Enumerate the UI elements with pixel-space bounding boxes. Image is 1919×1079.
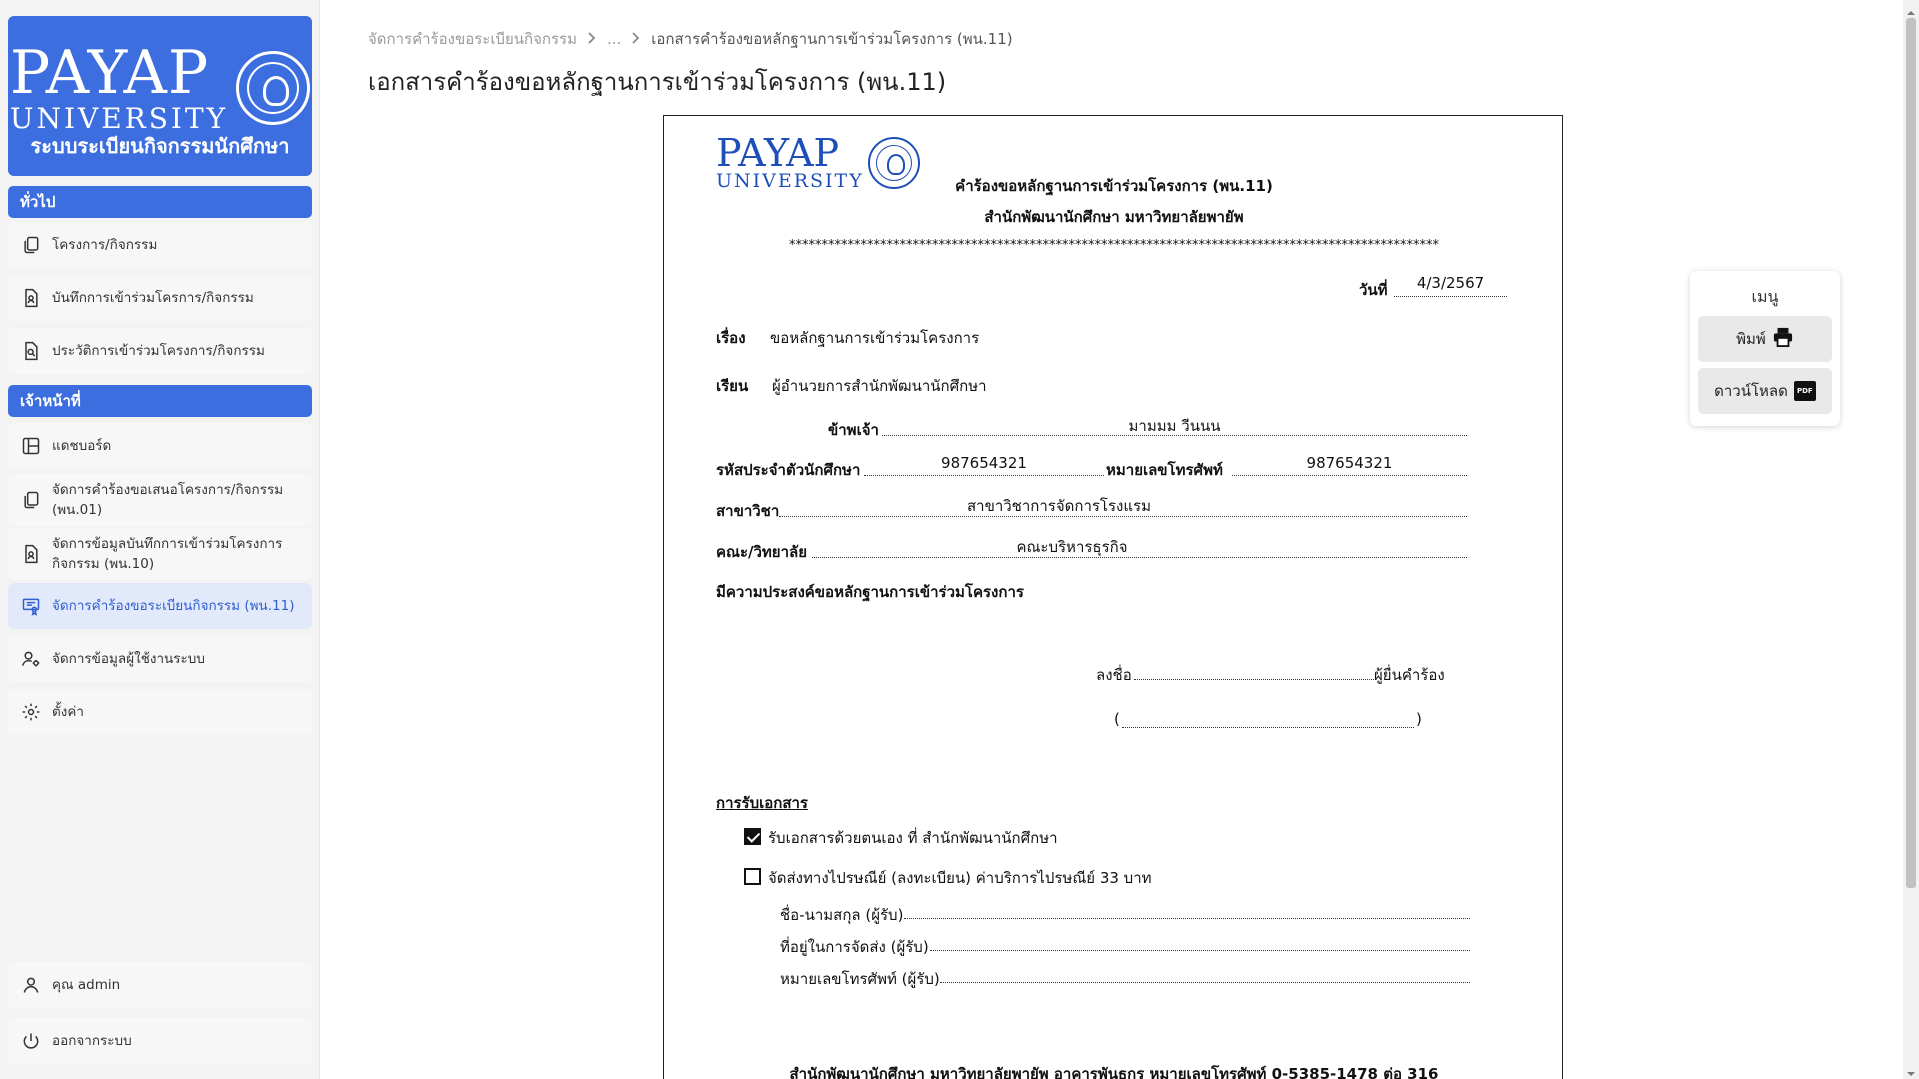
date-label: วันที่ (1359, 281, 1388, 299)
sidebar-item-manage-pn11[interactable] (8, 583, 312, 629)
sidebar-item-label: จัดการข้อมูลผู้ใช้งานระบบ (52, 651, 205, 667)
user-name: คุณ admin (52, 977, 121, 993)
download-button[interactable] (1698, 368, 1832, 414)
certificate-icon (20, 595, 42, 617)
user-icon (20, 974, 42, 996)
download-label: ดาวน์โหลด (1714, 382, 1788, 400)
menu-title: เมนู (1751, 287, 1779, 306)
breadcrumb (368, 27, 1013, 51)
sign-label: ลงชื่อ (1096, 666, 1132, 684)
print-label: พิมพ์ (1736, 330, 1766, 348)
system-name: ระบบระเบียนกิจกรรมนักศึกษา (30, 134, 290, 158)
phone-label: หมายเลขโทรศัพท์ (1106, 461, 1223, 479)
breadcrumb-link-requests[interactable]: จัดการคำร้องขอระเบียนกิจกรรม (368, 30, 577, 48)
date-value: 4/3/2567 (1416, 274, 1485, 292)
to-label: เรียน (716, 377, 749, 395)
copy-icon (20, 234, 42, 256)
subject-value: ขอหลักฐานการเข้าร่วมโครงการ (770, 329, 980, 347)
faculty-label: คณะ/วิทยาลัย (716, 543, 807, 561)
sidebar-item-label: ตั้งค่า (52, 704, 84, 720)
sidebar-item-label: จัดการคำร้องขอระเบียนกิจกรรม (พน.11) (52, 598, 295, 614)
document-logo-top: PAYAP (716, 131, 840, 175)
sidebar-item-label: จัดการคำร้องขอเสนอโครงการ/กิจกรรม (พน.01) (52, 482, 284, 518)
recipient-phone-label: หมายเลขโทรศัพท์ (ผู้รับ) (780, 970, 940, 988)
sidebar-item-manage-users[interactable] (8, 636, 312, 682)
sidebar-item-settings[interactable] (8, 689, 312, 735)
sidebar-item-label: จัดการข้อมูลบันทึกการเข้าร่วมโครงการกิจกรรม (พน.10) (52, 536, 283, 572)
brand-banner (8, 16, 312, 176)
document-person-icon (20, 543, 42, 565)
sidebar-item-dashboard[interactable] (8, 423, 312, 469)
recipient-name-label: ชื่อ-นามสกุล (ผู้รับ) (780, 906, 904, 924)
major-label: สาขาวิชา (716, 502, 780, 520)
logout-label: ออกจากระบบ (52, 1033, 132, 1049)
user-settings-icon (20, 648, 42, 670)
option-post-checkbox[interactable] (744, 868, 761, 885)
sidebar-item-label: ประวัติการเข้าร่วมโครงการ/กิจกรรม (52, 343, 265, 359)
document-footer: สำนักพัฒนานักศึกษา มหาวิทยาลัยพายัพ อาคารพันธกร หมายเลขโทรศัพท์ 0-5385-1478 ต่อ 316 (789, 1065, 1439, 1079)
section-header-staff: เจ้าหน้าที่ (8, 385, 312, 417)
sidebar-item-manage-pn10[interactable] (8, 528, 312, 580)
sidebar-item-label: โครงการ/กิจกรรม (52, 237, 158, 253)
subject-label: เรื่อง (716, 329, 746, 347)
sidebar-item-user[interactable] (8, 962, 312, 1008)
logo-wordmark-bottom: UNIVERSITY (9, 102, 229, 135)
printer-icon (1772, 327, 1794, 351)
print-button[interactable] (1698, 316, 1832, 362)
student-id-label: รหัสประจำตัวนักศึกษา (716, 461, 861, 479)
logo-wordmark-top: PAYAP (9, 38, 210, 108)
purpose-text: มีความประสงค์ขอหลักฐานการเข้าร่วมโครงการ (716, 583, 1024, 601)
applicant-label: ผู้ยื่นคำร้อง (1374, 666, 1445, 684)
paren-close: ) (1416, 710, 1422, 728)
to-value: ผู้อำนวยการสำนักพัฒนานักศึกษา (772, 377, 987, 395)
sidebar-item-label: บันทึกการเข้าร่วมโครการ/กิจกรรม (52, 290, 254, 306)
name-value: มามมม วีนนน (1128, 417, 1221, 435)
paren-open: ( (1114, 710, 1120, 728)
name-label: ข้าพเจ้า (828, 421, 879, 439)
power-icon (20, 1030, 42, 1052)
student-id-value: 987654321 (941, 454, 1027, 472)
recipient-address-label: ที่อยู่ในการจัดส่ง (ผู้รับ) (780, 938, 929, 956)
chevron-right-icon (587, 30, 597, 48)
sidebar (0, 0, 320, 1079)
option-self-label: รับเอกสารด้วยตนเอง ที่ สำนักพัฒนานักศึกษา (768, 829, 1058, 847)
document-subheading: สำนักพัฒนานักศึกษา มหาวิทยาลัยพายัพ (984, 208, 1244, 226)
logout-button[interactable] (8, 1018, 312, 1064)
receive-heading: การรับเอกสาร (716, 794, 808, 812)
breadcrumb-ellipsis[interactable]: ... (606, 30, 622, 48)
major-value: สาขาวิชาการจัดการโรงแรม (967, 497, 1151, 515)
action-menu (1690, 271, 1840, 426)
university-seal-icon (236, 51, 310, 125)
breadcrumb-current: เอกสารคำร้องขอหลักฐานการเข้าร่วมโครงการ (พน.11) (651, 30, 1013, 48)
pdf-icon (1794, 381, 1816, 401)
faculty-value: คณะบริหารธุรกิจ (1016, 538, 1128, 556)
scroll-down-icon[interactable] (1906, 1064, 1916, 1074)
pdf-badge-text: PDF (1796, 387, 1813, 395)
document-separator: **************************************************************************************************** (789, 238, 1439, 253)
option-post-label: จัดส่งทางไปรษณีย์ (ลงทะเบียน) ค่าบริการไปรษณีย์ 33 บาท (768, 869, 1152, 887)
gear-icon (20, 701, 42, 723)
university-logo (8, 38, 312, 138)
scrollbar-thumb[interactable] (1906, 18, 1916, 888)
dashboard-icon (20, 435, 42, 457)
document-heading: คำร้องขอหลักฐานการเข้าร่วมโครงการ (พน.11) (955, 177, 1273, 195)
sidebar-item-projects[interactable] (8, 222, 312, 268)
option-self-checkbox[interactable] (744, 828, 761, 845)
document-search-icon (20, 340, 42, 362)
sidebar-item-participation-history[interactable] (8, 328, 312, 374)
sidebar-item-label: แดชบอร์ด (52, 438, 112, 454)
page-title: เอกสารคำร้องขอหลักฐานการเข้าร่วมโครงการ (พน.11) (368, 68, 947, 96)
phone-value: 987654321 (1306, 454, 1393, 472)
scroll-up-icon[interactable] (1906, 3, 1916, 13)
chevron-right-icon (631, 30, 641, 48)
sidebar-item-manage-pn01[interactable] (8, 474, 312, 526)
document-person-icon (20, 287, 42, 309)
request-document (663, 115, 1563, 1079)
copy-icon (20, 489, 42, 511)
section-header-general: ทั่วไป (8, 186, 312, 218)
sidebar-item-record-participation[interactable] (8, 275, 312, 321)
document-logo-bottom: UNIVERSITY (716, 170, 864, 192)
